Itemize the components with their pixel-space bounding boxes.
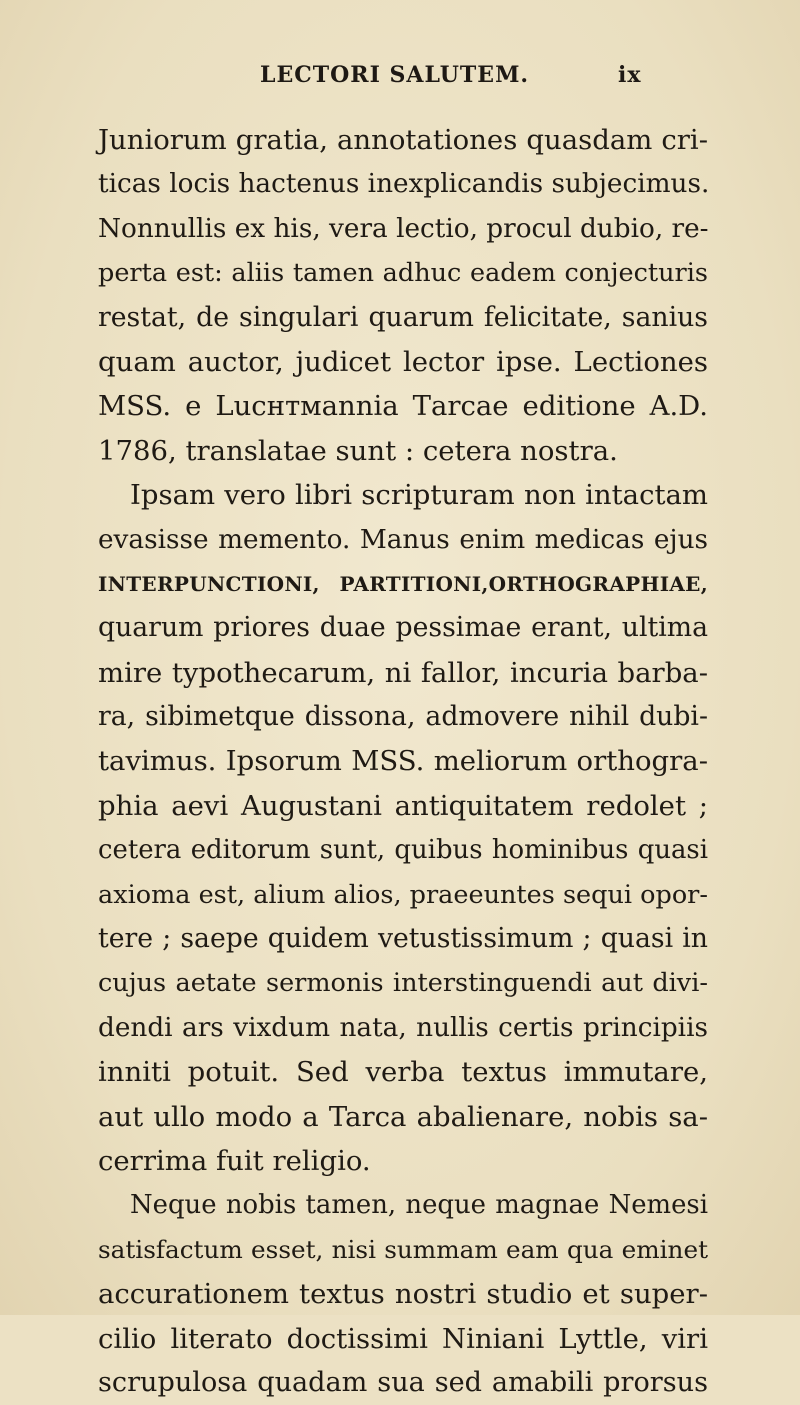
text-line-26: satisfactum esset, nisi summam eam qua eminet (98, 1234, 708, 1264)
text-line-11: INTERPUNCTIONI, PARTITIONI,ORTHOGRAPHIAE, (98, 571, 708, 596)
text-line-10: evasisse memento. Manus enim medicas ejus (98, 524, 708, 555)
text-line-22: inniti potuit. Sed verba textus immutare, (98, 1056, 708, 1089)
text-line-7: MSS. e Lucнтмаnnia Тarсае editione A.D. (98, 390, 708, 423)
text-line-9: Ipsam vero libri scripturam non intactam (130, 479, 708, 512)
text-line-18: axioma est, alium alios, praeeuntes sequi opor- (98, 879, 708, 910)
text-line-21: dendi ars vixdum nata, nullis certis principiis (98, 1012, 708, 1043)
text-line-27: accurationem textus nostri studio et super- (98, 1278, 708, 1311)
text-line-14: ra, sibimetque dissona, admovere nihil dubi- (98, 701, 708, 733)
text-line-20: cujus aetate sermonis interstinguendi aut divi- (98, 968, 708, 999)
text-line-1: Juniorum gratia, annotationes quasdam cri- (98, 124, 708, 156)
text-line-5: restat, de singulari quarum felicitate, sanius (98, 301, 708, 333)
running-head: LECTORI SALUTEM. (260, 62, 530, 88)
text-line-3: Nonnullis ex his, vera lectio, procul dubio, re- (98, 213, 709, 244)
text-line-24: cerrima fuit religio. (98, 1144, 371, 1177)
page-number: ix (618, 62, 642, 88)
text-line-6: quam auctor, judicet lector ipse. Lectiones (98, 345, 708, 378)
text-line-28: cilio literato doctissimi Niniani Lyttle, viri (98, 1322, 708, 1355)
text-line-25: Neque nobis tamen, neque magnae Nemesi (130, 1190, 708, 1221)
page-header (0, 50, 800, 88)
text-line-13: mire typothecarum, ni fallor, incuria barba- (98, 656, 708, 689)
text-line-19: tere ; saepe quidem vetustissimum ; quasi in (98, 923, 708, 955)
text-line-17: cetera editorum sunt, quibus hominibus quasi (98, 835, 708, 866)
text-line-4: perta est: aliis tamen adhuc eadem conjecturis (98, 258, 708, 289)
text-line-12: quarum priores duae pessimae erant, ultima (98, 612, 708, 644)
text-line-29: scrupulosa quadam sua sed amabili prorsus (98, 1366, 708, 1398)
text-line-8: 1786, translatae sunt : cetera nostra. (98, 434, 618, 467)
text-line-15: tavimus. Ipsorum MSS. meliorum orthogra- (98, 745, 708, 778)
text-line-2: ticas locis hactenus inexplicandis subjecimus. (98, 169, 710, 200)
body-text (98, 118, 708, 1405)
text-line-23: aut ullo modo a Tarca abalienare, nobis sa- (98, 1100, 708, 1133)
text-line-16: phia aevi Augustani antiquitatem redolet ; (98, 789, 708, 822)
